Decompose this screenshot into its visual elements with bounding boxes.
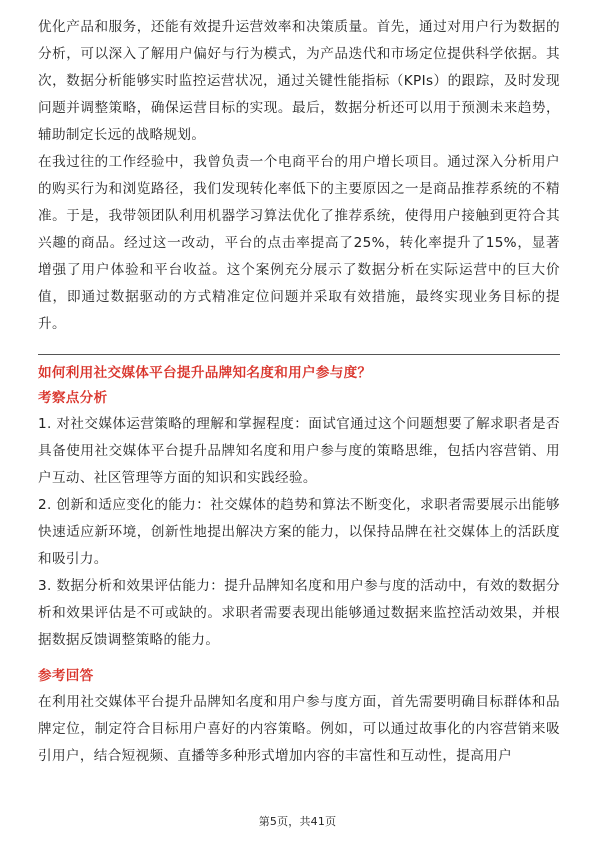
answer-heading: 参考回答 [38,668,94,684]
section-divider [38,354,560,355]
analysis-point: 1. 对社交媒体运营策略的理解和掌握程度：面试官通过这个问题想要了解求职者是否具备使用社交媒体平台提升品牌知名度和用户参与度的策略思维，包括内容营销、用户互动、社区管理等方面的知识和实践经验。 [38,416,560,486]
page-content [38,14,560,770]
experience-paragraph: 在我过往的工作经验中，我曾负责一个电商平台的用户增长项目。通过深入分析用户的购买行为和浏览路径，我们发现转化率低下的主要原因之一是商品推荐系统的不精准。于是，我带领团队利用机器学习算法优化了推荐系统，使得用户接触到更符合其兴趣的商品。经过这一改动，平台的点击率提高了25%，转化率提升了15%，显著增强了用户体验和平台收益。这个案例充分展示了数据分析在实际运营中的巨大价值，即通过数据驱动的方式精准定位问题并采取有效措施，最终实现业务目标的提升。 [38,154,560,332]
analysis-point: 3. 数据分析和效果评估能力：提升品牌知名度和用户参与度的活动中，有效的数据分析和效果评估是不可或缺的。求职者需要表现出能够通过数据来监控活动效果，并根据数据反馈调整策略的能力。 [38,578,560,648]
question-title: 如何利用社交媒体平台提升品牌知名度和用户参与度？ [38,365,372,381]
page-number: 第5页，共41页 [258,815,337,828]
analysis-point: 2. 创新和适应变化的能力：社交媒体的趋势和算法不断变化，求职者需要展示出能够快速适应新环境，创新性地提出解决方案的能力，以保持品牌在社交媒体上的活跃度和吸引力。 [38,497,560,567]
answer-paragraph: 在利用社交媒体平台提升品牌知名度和用户参与度方面，首先需要明确目标群体和品牌定位，制定符合目标用户喜好的内容策略。例如，可以通过故事化的内容营销来吸引用户，结合短视频、直播等多种形式增加内容的丰富性和互动性，提高用户 [38,694,560,764]
intro-paragraph: 优化产品和服务，还能有效提升运营效率和决策质量。首先，通过对用户行为数据的分析，可以深入了解用户偏好与行为模式，为产品迭代和市场定位提供科学依据。其次，数据分析能够实时监控运营状况，通过关键性能指标（KPIs）的跟踪，及时发现问题并调整策略，确保运营目标的实现。最后，数据分析还可以用于预测未来趋势，辅助制定长远的战略规划。 [38,19,560,143]
analysis-heading: 考察点分析 [38,390,108,406]
